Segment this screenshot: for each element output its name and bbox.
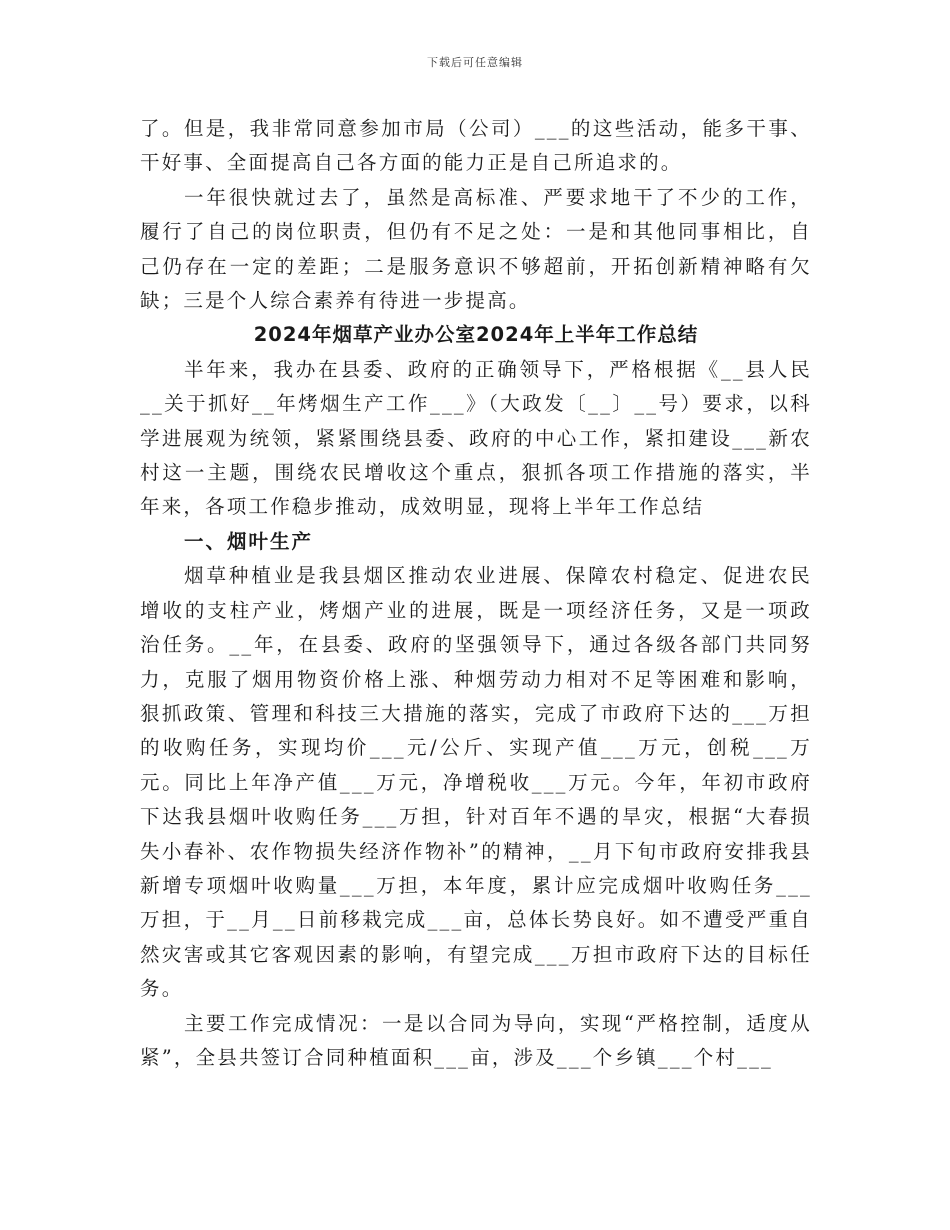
header-note: 下载后可任意编辑 xyxy=(427,56,523,69)
paragraph-continued: 了。但是，我非常同意参加市局（公司）___的这些活动，能多干事、干好事、全面提高自己各方面的能力正是自己所追求的。 xyxy=(140,117,812,175)
paragraph-shortcomings: 一年很快就过去了，虽然是高标准、严要求地干了不少的工作，履行了自己的岗位职责，但仍有不足之处：一是和其他同事相比，自己仍存在一定的差距；二是服务意识不够超前，开拓创新精神略有欠缺；三是个人综合素养有待进一步提高。 xyxy=(140,185,812,313)
document-title: 2024年烟草产业办公室2024年上半年工作总结 xyxy=(253,323,699,347)
paragraph-intro: 半年来，我办在县委、政府的正确领导下，严格根据《__县人民__关于抓好__年烤烟生产工作___》（大政发〔__〕__号）要求，以科学进展观为统领，紧紧围绕县委、政府的中心工作，紧扣建设___新农村这一主题，围绕农民增收这个重点，狠抓各项工作措施的落实，半年来，各项工作稳步推动，成效明显，现将上半年工作总结 xyxy=(140,357,812,519)
document-body xyxy=(140,112,812,1075)
paragraph-main-work: 主要工作完成情况：一是以合同为导向，实现“严格控制，适度从紧”，全县共签订合同种植面积___亩，涉及___个乡镇___个村___ xyxy=(140,1011,812,1069)
section-heading-tobacco-production: 一、烟叶生产 xyxy=(184,529,314,553)
paragraph-tobacco-planting: 烟草种植业是我县烟区推动农业进展、保障农村稳定、促进农民增收的支柱产业，烤烟产业的进展，既是一项经济任务，又是一项政治任务。__年，在县委、政府的坚强领导下，通过各级各部门共同努力，克服了烟用物资价格上涨、种烟劳动力相对不足等困难和影响，狠抓政策、管理和科技三大措施的落实，完成了市政府下达的___万担的收购任务，实现均价___元/公斤、实现产值___万元，创税___万元。同比上年净产值___万元，净增税收___万元。今年，年初市政府下达我县烟叶收购任务___万担，针对百年不遇的旱灾，根据“大春损失小春补、农作物损失经济作物补”的精神，__月下旬市政府安排我县新增专项烟叶收购量___万担，本年度，累计应完成烟叶收购任务___万担，于__月__日前移栽完成___亩，总体长势良好。如不遭受严重自然灾害或其它客观因素的影响，有望完成___万担市政府下达的目标任务。 xyxy=(140,564,812,1001)
